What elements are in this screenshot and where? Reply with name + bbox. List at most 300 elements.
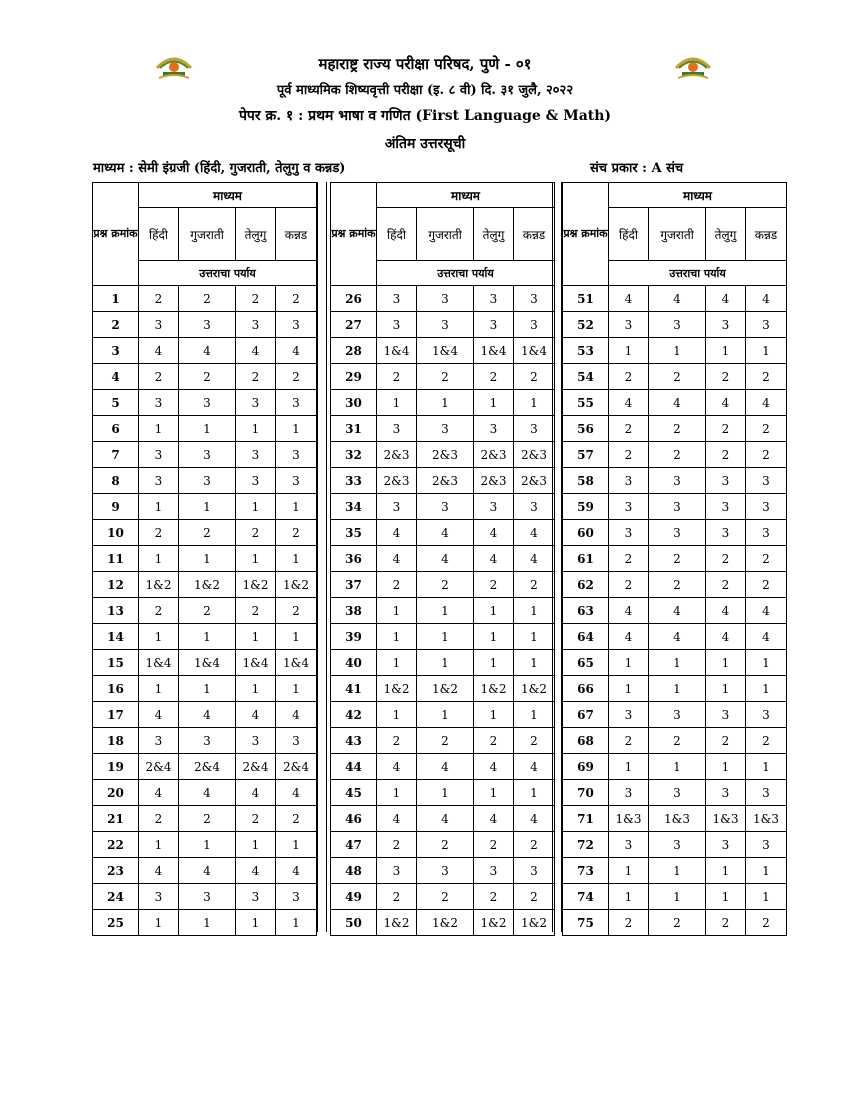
answer-cell: 4 [139, 338, 179, 364]
answer-cell: 3 [706, 312, 746, 338]
answer-cell: 3 [276, 442, 317, 468]
answer-cell: 2 [706, 416, 746, 442]
answer-cell: 4 [706, 624, 746, 650]
answer-cell: 1 [179, 494, 236, 520]
answer-cell: 3 [377, 494, 417, 520]
question-number: 3 [93, 338, 139, 364]
answer-cell: 3 [649, 520, 706, 546]
answer-table-2 [330, 182, 554, 936]
table-row [331, 312, 555, 338]
table-row [93, 520, 317, 546]
table-row [93, 390, 317, 416]
answer-cell: 3 [139, 442, 179, 468]
language-header: हिंदी [139, 208, 179, 261]
answer-cell: 1 [139, 676, 179, 702]
answer-cell: 2 [514, 728, 555, 754]
table-row [563, 390, 787, 416]
answer-cell: 3 [179, 468, 236, 494]
answer-cell: 2 [706, 364, 746, 390]
question-number: 55 [563, 390, 609, 416]
table-row [331, 806, 555, 832]
table-row [563, 676, 787, 702]
answer-cell: 2 [417, 884, 474, 910]
council-title: महाराष्ट्र राज्य परीक्षा परिषद, पुणे - ०१ [318, 55, 532, 73]
answer-cell: 2 [514, 364, 555, 390]
table-row [93, 468, 317, 494]
answer-cell: 1 [417, 390, 474, 416]
answer-cell: 4 [609, 390, 649, 416]
language-header: गुजराती [179, 208, 236, 261]
answer-cell: 2 [474, 572, 514, 598]
language-header: हिंदी [377, 208, 417, 261]
table-row [93, 676, 317, 702]
table-row [563, 650, 787, 676]
answer-cell: 1 [276, 416, 317, 442]
answer-cell: 1&2 [236, 572, 276, 598]
table-row [331, 390, 555, 416]
table-row [331, 520, 555, 546]
table-row [93, 780, 317, 806]
answer-cell: 2 [649, 728, 706, 754]
question-number: 9 [93, 494, 139, 520]
table-row [93, 416, 317, 442]
set-type-label: संच प्रकार : A संच [590, 161, 684, 176]
answer-cell: 4 [474, 806, 514, 832]
answer-cell: 1&2 [139, 572, 179, 598]
answer-cell: 3 [609, 520, 649, 546]
answer-cell: 1 [236, 494, 276, 520]
answer-cell: 1 [276, 676, 317, 702]
answer-cell: 2&3 [417, 468, 474, 494]
question-number: 13 [93, 598, 139, 624]
answer-cell: 4 [649, 624, 706, 650]
answer-cell: 3 [377, 416, 417, 442]
table-row [331, 286, 555, 312]
answer-cell: 1 [139, 494, 179, 520]
table-row [331, 598, 555, 624]
answer-cell: 2&4 [179, 754, 236, 780]
answer-cell: 4 [649, 598, 706, 624]
answer-cell: 1 [649, 754, 706, 780]
question-number: 10 [93, 520, 139, 546]
table-row [563, 364, 787, 390]
answer-cell: 3 [649, 780, 706, 806]
answer-table-3 [562, 182, 786, 936]
question-number: 26 [331, 286, 377, 312]
answer-cell: 3 [706, 780, 746, 806]
table-row [93, 650, 317, 676]
answer-cell: 3 [417, 312, 474, 338]
question-number: 25 [93, 910, 139, 936]
answer-cell: 1 [474, 702, 514, 728]
question-number: 65 [563, 650, 609, 676]
answer-cell: 1 [474, 624, 514, 650]
question-number: 23 [93, 858, 139, 884]
answer-cell: 2 [377, 884, 417, 910]
answer-cell: 2&3 [474, 468, 514, 494]
answer-cell: 2 [649, 910, 706, 936]
answer-cell: 1&4 [514, 338, 555, 364]
answer-cell: 1&2 [514, 676, 555, 702]
answer-cell: 4 [179, 702, 236, 728]
answer-cell: 1 [474, 598, 514, 624]
question-number: 39 [331, 624, 377, 650]
question-number: 56 [563, 416, 609, 442]
answer-cell: 1 [746, 650, 787, 676]
question-number: 74 [563, 884, 609, 910]
language-header: हिंदी [609, 208, 649, 261]
table-row [93, 572, 317, 598]
table-row [93, 286, 317, 312]
answer-cell: 3 [139, 728, 179, 754]
table-row [93, 338, 317, 364]
answer-cell: 2 [276, 598, 317, 624]
answer-cell: 2 [514, 884, 555, 910]
question-number: 27 [331, 312, 377, 338]
table-row [563, 312, 787, 338]
answer-cell: 1 [609, 884, 649, 910]
answer-cell: 2 [474, 364, 514, 390]
answer-cell: 1 [514, 390, 555, 416]
answer-cell: 1 [609, 858, 649, 884]
answer-cell: 4 [609, 624, 649, 650]
question-number-header: प्रश्न क्रमांक [93, 183, 139, 286]
table-row [563, 468, 787, 494]
answer-cell: 4 [417, 546, 474, 572]
answer-cell: 2 [649, 546, 706, 572]
answer-cell: 1 [514, 702, 555, 728]
question-number: 24 [93, 884, 139, 910]
table-row [563, 598, 787, 624]
answer-cell: 2 [417, 364, 474, 390]
question-number: 18 [93, 728, 139, 754]
answer-cell: 3 [609, 702, 649, 728]
question-number: 12 [93, 572, 139, 598]
answer-cell: 1 [276, 494, 317, 520]
answer-cell: 4 [276, 702, 317, 728]
answer-cell: 1 [236, 676, 276, 702]
table-row [563, 442, 787, 468]
table-row [331, 338, 555, 364]
answer-cell: 2 [649, 416, 706, 442]
paper-title: पेपर क्र. १ : प्रथम भाषा व गणित (First Language & Math) [238, 108, 612, 124]
answer-cell: 3 [276, 390, 317, 416]
answer-cell: 4 [139, 858, 179, 884]
answer-cell: 4 [139, 702, 179, 728]
table-row [93, 494, 317, 520]
answer-cell: 1&4 [179, 650, 236, 676]
answer-cell: 3 [236, 312, 276, 338]
table-row [93, 832, 317, 858]
answer-cell: 4 [276, 338, 317, 364]
table-row [563, 806, 787, 832]
answer-cell: 1 [139, 832, 179, 858]
answer-cell: 1 [706, 676, 746, 702]
answer-cell: 4 [417, 806, 474, 832]
answer-cell: 3 [377, 312, 417, 338]
answer-cell: 2 [474, 832, 514, 858]
answer-cell: 1 [236, 416, 276, 442]
question-number-header: प्रश्न क्रमांक [331, 183, 377, 286]
answer-cell: 4 [514, 754, 555, 780]
question-number: 42 [331, 702, 377, 728]
question-number: 11 [93, 546, 139, 572]
table-row [93, 546, 317, 572]
answer-cell: 3 [474, 312, 514, 338]
answer-cell: 1 [746, 884, 787, 910]
question-number: 1 [93, 286, 139, 312]
question-number: 35 [331, 520, 377, 546]
answer-cell: 1&3 [649, 806, 706, 832]
answer-cell: 2 [609, 416, 649, 442]
answer-cell: 1&2 [417, 676, 474, 702]
answer-cell: 1 [236, 624, 276, 650]
answer-cell: 1 [706, 754, 746, 780]
answer-cell: 1&2 [417, 910, 474, 936]
answer-cell: 3 [139, 468, 179, 494]
table-row [331, 858, 555, 884]
answer-cell: 1 [514, 624, 555, 650]
question-number: 47 [331, 832, 377, 858]
table-row [563, 728, 787, 754]
answer-cell: 1&2 [377, 676, 417, 702]
question-number: 64 [563, 624, 609, 650]
answer-cell: 3 [649, 702, 706, 728]
answer-cell: 4 [514, 520, 555, 546]
answer-cell: 1 [706, 650, 746, 676]
answer-cell: 1&4 [377, 338, 417, 364]
language-header: कन्नड [746, 208, 787, 261]
answer-cell: 3 [649, 494, 706, 520]
question-number: 20 [93, 780, 139, 806]
answer-cell: 1 [417, 650, 474, 676]
question-number: 73 [563, 858, 609, 884]
table-row [331, 910, 555, 936]
answer-cell: 4 [514, 806, 555, 832]
table-row [331, 442, 555, 468]
question-number: 70 [563, 780, 609, 806]
answer-cell: 2 [276, 806, 317, 832]
question-number: 28 [331, 338, 377, 364]
question-number: 41 [331, 676, 377, 702]
answer-cell: 3 [236, 390, 276, 416]
answer-cell: 3 [179, 728, 236, 754]
answer-cell: 4 [706, 390, 746, 416]
table-row [331, 650, 555, 676]
answer-cell: 3 [706, 520, 746, 546]
answer-cell: 3 [179, 312, 236, 338]
answer-cell: 1&2 [179, 572, 236, 598]
question-number: 15 [93, 650, 139, 676]
question-number: 16 [93, 676, 139, 702]
question-number: 62 [563, 572, 609, 598]
answer-cell: 1 [139, 546, 179, 572]
answer-cell: 2 [609, 572, 649, 598]
answer-cell: 4 [179, 338, 236, 364]
answer-cell: 1 [276, 910, 317, 936]
answer-cell: 1 [417, 598, 474, 624]
question-number: 40 [331, 650, 377, 676]
table-row [93, 910, 317, 936]
answer-cell: 2&3 [377, 442, 417, 468]
answer-cell: 1&3 [609, 806, 649, 832]
question-number: 7 [93, 442, 139, 468]
answer-cell: 4 [706, 598, 746, 624]
answer-cell: 4 [649, 390, 706, 416]
answer-cell: 1 [474, 650, 514, 676]
answer-cell: 1 [179, 832, 236, 858]
answer-cell: 4 [746, 598, 787, 624]
language-header: गुजराती [649, 208, 706, 261]
table-row [331, 572, 555, 598]
answer-cell: 3 [276, 312, 317, 338]
table-row [563, 494, 787, 520]
answer-cell: 3 [179, 442, 236, 468]
answer-cell: 3 [474, 494, 514, 520]
answer-cell: 1 [649, 650, 706, 676]
answer-cell: 4 [649, 286, 706, 312]
question-number: 38 [331, 598, 377, 624]
answer-cell: 3 [706, 494, 746, 520]
question-number: 61 [563, 546, 609, 572]
answer-cell: 1 [179, 546, 236, 572]
answer-cell: 1 [377, 702, 417, 728]
answer-cell: 2 [139, 806, 179, 832]
answer-cell: 2 [276, 520, 317, 546]
question-number: 48 [331, 858, 377, 884]
answer-cell: 1 [746, 858, 787, 884]
answer-cell: 3 [514, 494, 555, 520]
answer-cell: 2 [377, 728, 417, 754]
answer-cell: 2 [609, 728, 649, 754]
answer-cell: 1&2 [474, 676, 514, 702]
answer-cell: 4 [139, 780, 179, 806]
answer-key-table [330, 182, 555, 936]
answer-cell: 4 [179, 780, 236, 806]
table-row [331, 780, 555, 806]
question-number: 43 [331, 728, 377, 754]
answer-cell: 2 [609, 442, 649, 468]
answer-cell: 3 [139, 390, 179, 416]
table-row [331, 624, 555, 650]
answer-cell: 2 [179, 806, 236, 832]
answer-table-1 [92, 182, 316, 936]
table-row [563, 754, 787, 780]
answer-option-header: उत्तराचा पर्याय [609, 261, 787, 286]
answer-cell: 2 [179, 598, 236, 624]
answer-cell: 2&3 [514, 468, 555, 494]
answer-cell: 4 [417, 754, 474, 780]
answer-cell: 2 [746, 728, 787, 754]
answer-cell: 4 [276, 858, 317, 884]
language-header: तेलुगु [236, 208, 276, 261]
answer-cell: 2 [746, 442, 787, 468]
answer-cell: 1 [746, 676, 787, 702]
table-row [563, 416, 787, 442]
answer-cell: 1 [377, 780, 417, 806]
answer-cell: 3 [514, 286, 555, 312]
answer-cell: 3 [649, 832, 706, 858]
answer-cell: 2 [706, 910, 746, 936]
table-row [563, 520, 787, 546]
question-number: 8 [93, 468, 139, 494]
answer-cell: 2 [706, 546, 746, 572]
answer-cell: 2&3 [417, 442, 474, 468]
answer-cell: 1 [377, 624, 417, 650]
answer-cell: 3 [236, 468, 276, 494]
answer-cell: 3 [179, 390, 236, 416]
question-number: 19 [93, 754, 139, 780]
table-row [563, 624, 787, 650]
table-row [331, 832, 555, 858]
table-row [563, 780, 787, 806]
answer-cell: 1 [417, 624, 474, 650]
answer-cell: 2 [139, 598, 179, 624]
question-number: 49 [331, 884, 377, 910]
answer-cell: 3 [236, 884, 276, 910]
medium-header: माध्यम [609, 183, 787, 208]
answer-cell: 2 [179, 520, 236, 546]
answer-option-header: उत्तराचा पर्याय [139, 261, 317, 286]
answer-cell: 3 [417, 858, 474, 884]
question-number: 71 [563, 806, 609, 832]
answer-cell: 3 [417, 416, 474, 442]
table-row [331, 728, 555, 754]
question-number: 52 [563, 312, 609, 338]
answer-cell: 1 [514, 650, 555, 676]
answer-cell: 3 [514, 312, 555, 338]
answer-cell: 4 [609, 286, 649, 312]
answer-cell: 4 [609, 598, 649, 624]
answer-cell: 4 [236, 780, 276, 806]
table-row [331, 416, 555, 442]
answer-cell: 2 [139, 364, 179, 390]
answer-cell: 3 [474, 858, 514, 884]
table-row [563, 832, 787, 858]
table-row [93, 858, 317, 884]
answer-cell: 3 [649, 468, 706, 494]
question-number: 6 [93, 416, 139, 442]
answer-cell: 1 [236, 546, 276, 572]
answer-cell: 1 [474, 390, 514, 416]
answer-cell: 2 [417, 572, 474, 598]
answer-cell: 4 [474, 754, 514, 780]
answer-cell: 1 [746, 754, 787, 780]
language-header: तेलुगु [474, 208, 514, 261]
answer-cell: 2 [179, 364, 236, 390]
answer-cell: 1 [236, 910, 276, 936]
answer-cell: 3 [746, 468, 787, 494]
answer-cell: 1 [514, 780, 555, 806]
answer-cell: 1 [746, 338, 787, 364]
answer-cell: 4 [746, 286, 787, 312]
answer-cell: 3 [474, 416, 514, 442]
answer-cell: 3 [417, 494, 474, 520]
answer-cell: 2 [474, 884, 514, 910]
answer-cell: 1 [649, 858, 706, 884]
answer-cell: 1 [706, 884, 746, 910]
answer-cell: 1 [514, 598, 555, 624]
answer-cell: 2 [377, 572, 417, 598]
question-number-header: प्रश्न क्रमांक [563, 183, 609, 286]
answer-cell: 2 [474, 728, 514, 754]
answer-cell: 2 [609, 364, 649, 390]
answer-cell: 2 [609, 546, 649, 572]
table-row [331, 702, 555, 728]
answer-cell: 1&2 [377, 910, 417, 936]
question-number: 58 [563, 468, 609, 494]
table-row [93, 702, 317, 728]
